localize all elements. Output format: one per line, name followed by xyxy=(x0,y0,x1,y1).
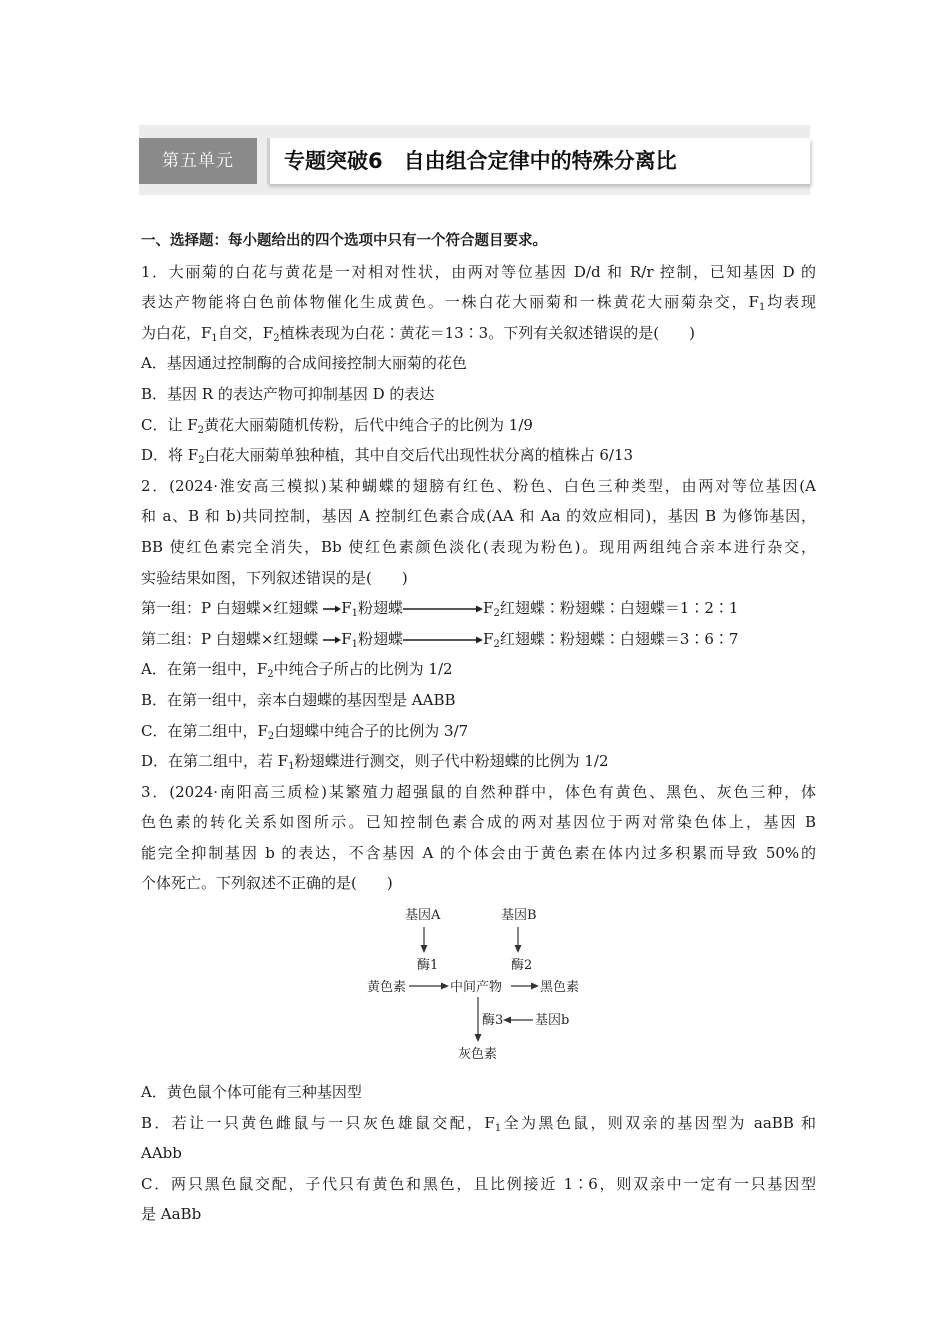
long-arrow-icon xyxy=(403,604,483,614)
diagram-enzyme-1: 酶1 xyxy=(417,958,439,974)
arrow-head xyxy=(475,1034,482,1042)
q1-stem-line: 为白花，$F_1$自交，$F_2$植株表现为白花∶黄花＝13∶3。下列有关叙述错误的是( ) xyxy=(141,323,695,344)
arrow-head xyxy=(441,983,449,990)
diagram-enzyme-3: 酶3 xyxy=(482,1013,504,1029)
q2-stem-line: 2．(2024·淮安高三模拟)某种蝴蝶的翅膀有红色、粉色、白色三种类型，由两对等位基因(A xyxy=(141,476,816,495)
q3-option-c-cont: 是 AaBb xyxy=(141,1205,202,1224)
q1-option-a: A．基因通过控制酶的合成间接控制大丽菊的花色 xyxy=(141,354,467,373)
q2-group-1: 第一组：P 白翅蝶×红翅蝶 $F_1$粉翅蝶 $F_2$红翅蝶∶粉翅蝶∶白翅蝶＝1∶2∶1 xyxy=(141,599,739,620)
diagram-gene-b-lower: 基因b xyxy=(535,1013,570,1029)
q2-option-d: D．在第二组中，若 $F_1$粉翅蝶进行测交，则子代中粉翅蝶的比例为 1/2 xyxy=(141,752,609,773)
q3-option-c: C．两只黑色鼠交配，子代只有黄色和黑色，且比例接近 1∶6，则双亲中一定有一只基因型 xyxy=(141,1174,816,1193)
document-body xyxy=(141,226,816,1230)
q3-option-a: A．黄色鼠个体可能有三种基因型 xyxy=(141,1083,362,1102)
q2-group-2: 第二组：P 白翅蝶×红翅蝶 $F_1$粉翅蝶 $F_2$红翅蝶∶粉翅蝶∶白翅蝶＝3∶6∶7 xyxy=(141,629,739,650)
short-arrow-icon xyxy=(323,635,341,645)
q2-stem-line: 和 a、B 和 b)共同控制，基因 A 控制红色素合成(AA 和 Aa 的效应相同)，基因 B 为修饰基因， xyxy=(141,507,816,526)
q2-stem-line: BB 使红色素完全消失，Bb 使红色素颜色淡化(表现为粉色)。现用两组纯合亲本进行杂交， xyxy=(141,537,816,556)
diagram-enzyme-2: 酶2 xyxy=(511,958,533,974)
short-arrow-icon xyxy=(323,604,341,614)
arrow-head xyxy=(531,983,539,990)
question-1 xyxy=(141,257,816,471)
q1-option-d: D．将 $F_2$白花大丽菊单独种植，其中自交后代出现性状分离的植株占 6/13 xyxy=(141,446,634,467)
question-2 xyxy=(141,471,816,777)
q3-stem-line: 个体死亡。下列叙述不正确的是( ) xyxy=(141,874,393,893)
diagram-gray-pigment: 灰色素 xyxy=(458,1047,498,1063)
diagram-gene-b: 基因B xyxy=(501,908,537,924)
arrow-head xyxy=(515,945,522,953)
diagram-black-pigment: 黑色素 xyxy=(540,980,580,996)
q1-stem-line: 表达产物能将白色前体物催化生成黄色。一株白花大丽菊和一株黄花大丽菊杂交，$F_1$均表现 xyxy=(141,293,816,314)
q3-option-b: B．若让一只黄色雌鼠与一只灰色雄鼠交配，$F_1$全为黑色鼠，则双亲的基因型为 aaBB 和 xyxy=(141,1113,816,1134)
arrow-head xyxy=(421,945,428,953)
q3-stem-line: 3．(2024·南阳高三质检)某繁殖力超强鼠的自然种群中，体色有黄色、黑色、灰色三种，体 xyxy=(141,782,816,801)
q2-option-b: B．在第一组中，亲本白翅蝶的基因型是 AABB xyxy=(141,690,456,709)
question-3 xyxy=(141,777,816,1230)
q3-stem-line: 色色素的转化关系如图所示。已知控制色素合成的两对基因位于两对常染色体上，基因 B xyxy=(141,813,816,832)
section-heading: 一、选择题：每小题给出的四个选项中只有一个符合题目要求。 xyxy=(141,233,547,249)
q2-option-a: A．在第一组中，$F_2$中纯合子所占的比例为 1/2 xyxy=(141,660,453,681)
diagram-yellow-pigment: 黄色素 xyxy=(367,980,407,996)
q3-stem-line: 能完全抑制基因 b 的表达，不含基因 A 的个体会由于黄色素在体内过多积累而导致 50%的 xyxy=(141,843,816,862)
pigment-pathway-diagram xyxy=(141,899,816,1077)
diagram-intermediate: 中间产物 xyxy=(450,980,503,996)
q3-option-b-cont: AAbb xyxy=(141,1144,182,1163)
unit-tag: 第五单元 xyxy=(139,138,257,184)
q1-option-b: B．基因 R 的表达产物可抑制基因 D 的表达 xyxy=(141,384,435,403)
q1-option-c: C．让 $F_2$黄花大丽菊随机传粉，后代中纯合子的比例为 1/9 xyxy=(141,415,533,436)
diagram-gene-a: 基因A xyxy=(405,908,441,924)
page-title: 专题突破6 自由组合定律中的特殊分离比 xyxy=(267,138,810,184)
q2-option-c: C．在第二组中，$F_2$白翅蝶中纯合子的比例为 3/7 xyxy=(141,721,469,742)
arrow-head xyxy=(503,1017,511,1024)
q1-stem-line: 1．大丽菊的白花与黄花是一对相对性状，由两对等位基因 D/d 和 R/r 控制，已知基因 D 的 xyxy=(141,262,816,281)
long-arrow-icon xyxy=(403,635,483,645)
q2-stem-line: 实验结果如图，下列叙述错误的是( ) xyxy=(141,568,408,587)
